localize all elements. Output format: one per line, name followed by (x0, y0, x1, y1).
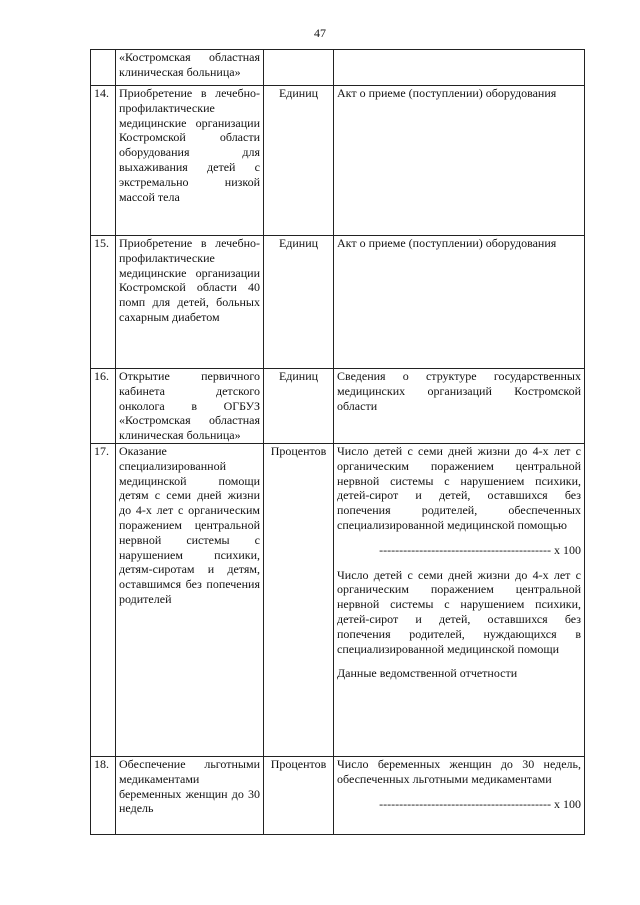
table-row (91, 86, 585, 236)
calculation-method (334, 50, 585, 86)
unit-of-measure: Процентов (264, 444, 334, 757)
row-number (91, 50, 116, 86)
unit-of-measure: Единиц (264, 86, 334, 236)
method-text: Акт о приеме (поступлении) оборудования (337, 86, 557, 100)
indicator-name: Открытие первичного кабинета детского онколога в ОГБУЗ «Костромская областная клиническая больница» (116, 369, 264, 444)
calculation-method (334, 444, 585, 757)
method-text: Сведения о структуре государственных медицинских организаций Костромской области (337, 369, 581, 413)
indicator-name: Приобретение в лечебно-профилактические медицинские организации Костромской области оборудования для выхаживания детей с экстремально низкой массой тела (116, 86, 264, 236)
calculation-method (334, 236, 585, 369)
indicator-name: Оказание специализированной медицинской помощи детям с семи дней жизни до 4-х лет с органическим поражением центральной нервной системы с нарушением психики, детям-сиротам и детям, оставшимся без попечения родителей (116, 444, 264, 757)
indicator-name: Приобретение в лечебно-профилактические медицинские организации Костромской области 40 помп для детей, больных сахарным диабетом (116, 236, 264, 369)
row-number: 17. (91, 444, 116, 757)
unit-of-measure: Единиц (264, 369, 334, 444)
unit-of-measure: Процентов (264, 757, 334, 835)
indicator-name: Обеспечение льготными медикаментами беременных женщин до 30 недель (116, 757, 264, 835)
fraction-divider: ------------------------------------------- х 100 (379, 796, 581, 811)
table-row (91, 236, 585, 369)
unit-of-measure (264, 50, 334, 86)
row-number: 18. (91, 757, 116, 835)
table-row (91, 369, 585, 444)
indicator-name: «Костромская областная клиническая больница» (116, 50, 264, 86)
fraction-divider: ------------------------------------------- х 100 (379, 542, 581, 557)
row-number: 16. (91, 369, 116, 444)
table-row (91, 757, 585, 835)
indicators-table (90, 49, 585, 835)
denominator-text: Число детей с семи дней жизни до 4-х лет с органическим поражением центральной нервной системы с нарушением психики, детей-сирот и детей, оставшихся без попечения родителей, нуждающихся в специализированной медицинской помощи (337, 567, 581, 656)
page-number: 47 (314, 26, 326, 40)
numerator-text: Число беременных женщин до 30 недель, обеспеченных льготными медикаментами (337, 757, 581, 786)
calculation-method (334, 369, 585, 444)
calculation-method (334, 86, 585, 236)
unit-of-measure: Единиц (264, 236, 334, 369)
table-row (91, 444, 585, 757)
data-source: Данные ведомственной отчетности (337, 666, 518, 681)
method-text: Акт о приеме (поступлении) оборудования (337, 236, 557, 250)
table-row (91, 50, 585, 86)
row-number: 15. (91, 236, 116, 369)
numerator-text: Число детей с семи дней жизни до 4-х лет с органическим поражением центральной нервной системы с нарушением психики, детей-сирот и детей, оставшихся без попечения родителей, обеспеченных специализированной медицинской помощью (337, 444, 581, 532)
calculation-method (334, 757, 585, 835)
row-number: 14. (91, 86, 116, 236)
